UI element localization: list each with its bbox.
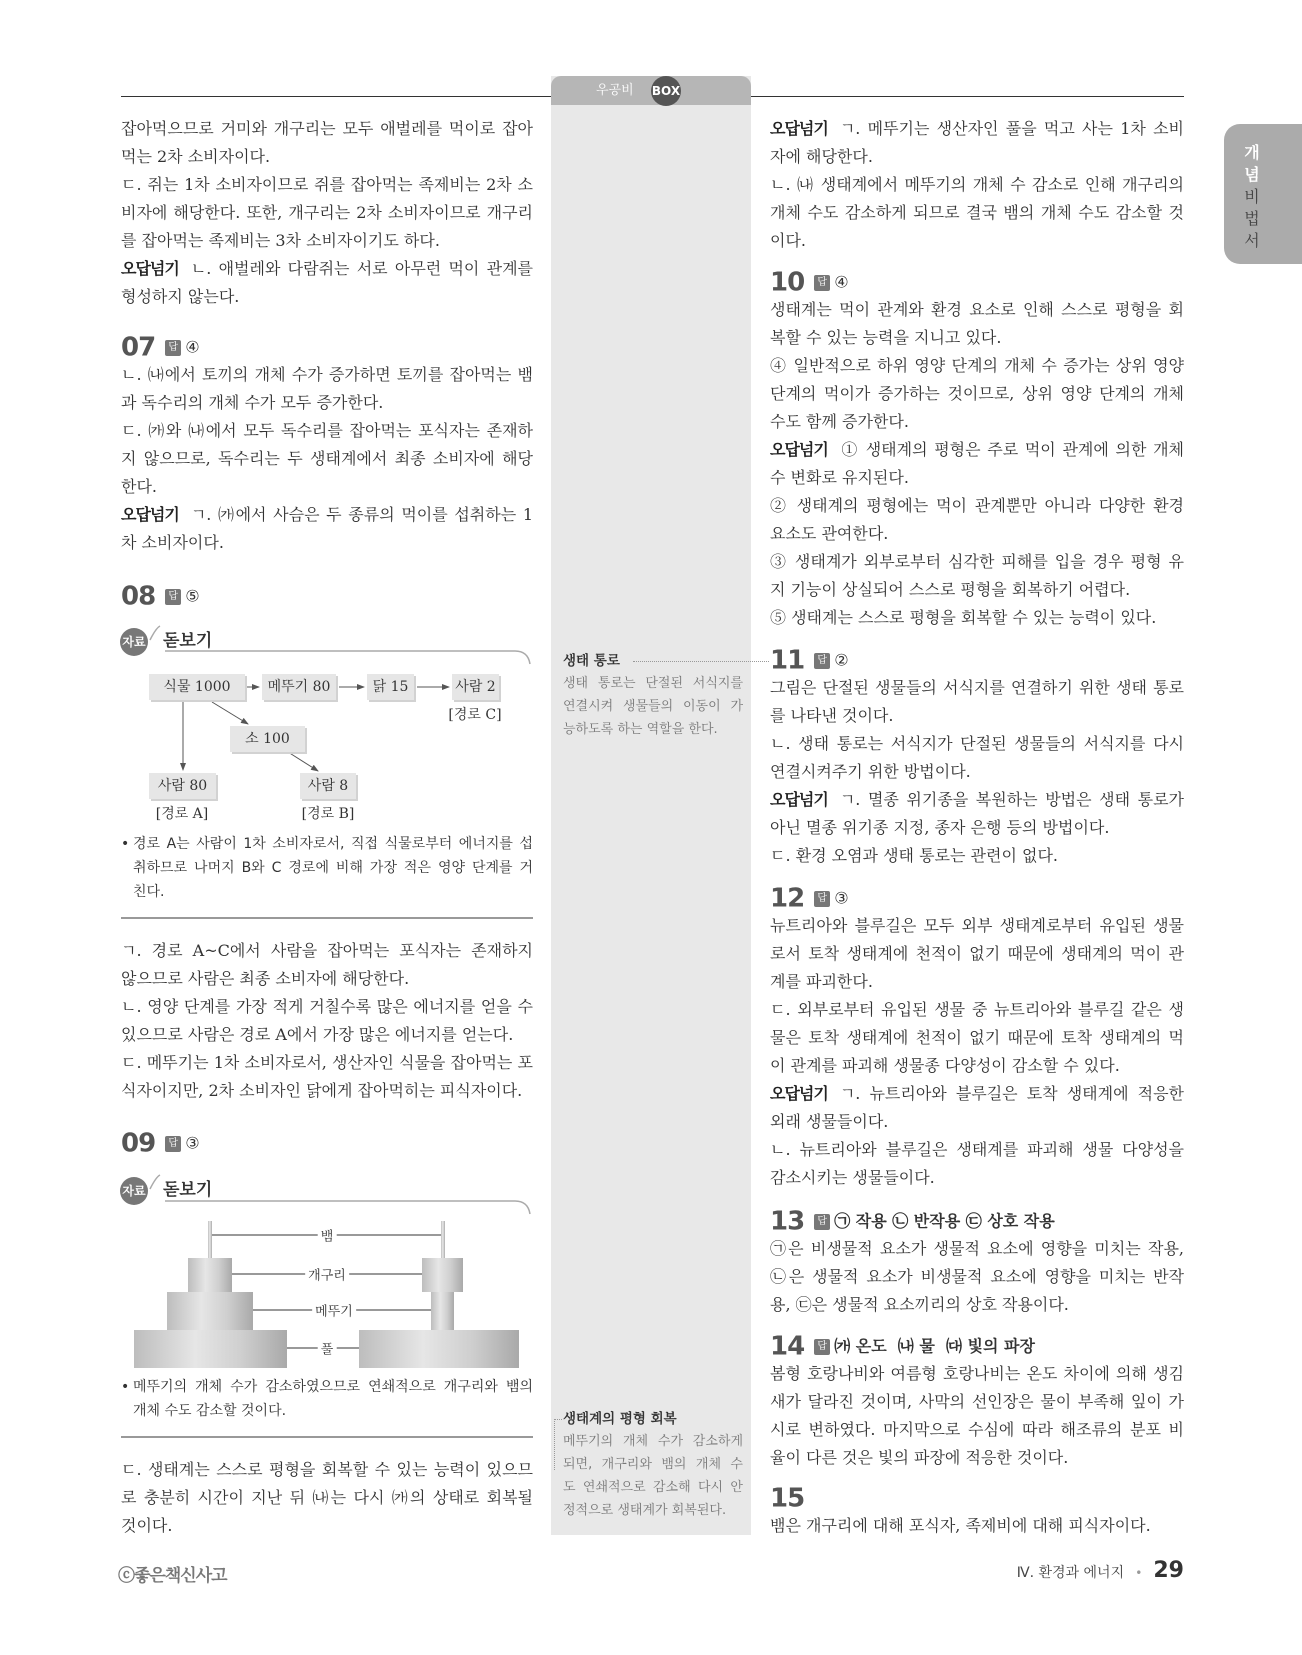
wrong-answer-label: 오답넘기 (770, 119, 828, 138)
line-text: 이다. (770, 231, 806, 250)
question-heading (770, 268, 1184, 296)
text-line (770, 380, 1184, 408)
line-text: 시로 변하였다. 마지막으로 수심에 따라 해조류의 분포 비 (770, 1420, 1184, 1439)
question-09 (121, 1129, 533, 1157)
question-heading (770, 1484, 1184, 1512)
text-line (770, 1291, 1184, 1319)
question-15 (770, 1484, 1184, 1540)
text-line (770, 408, 1184, 436)
text-line (770, 758, 1184, 786)
answer-icon: 답 (814, 1339, 830, 1355)
explanation (770, 1512, 1184, 1540)
pyramid-b-grass (359, 1330, 519, 1368)
text-line (770, 1136, 1184, 1164)
text-line (770, 1080, 1184, 1108)
side-tab-char: 서 (1244, 231, 1260, 250)
question-heading (770, 884, 1184, 912)
wrong-answer-label: 오답넘기 (770, 440, 828, 459)
answer-value: ② (834, 650, 849, 670)
explanation (770, 674, 1184, 870)
line-text: ㄴ. 생태 통로는 서식지가 단절된 생물들의 서식지를 다시 (770, 734, 1184, 753)
side-tab-char: 개 (1244, 143, 1260, 162)
line-text: ① 생태계의 평형은 주로 먹이 관계에 의한 개체 (839, 440, 1184, 459)
explanation (770, 1235, 1184, 1319)
text-line (770, 143, 1184, 171)
publisher-logo: ⓒ좋은책신사고 (118, 1566, 227, 1586)
answer-value: ㉠ 작용 ㉡ 반작용 ㉢ 상호 작용 (834, 1211, 1055, 1231)
line-text: 봄형 호랑나비와 여름형 호랑나비는 온도 차이에 의해 생김 (770, 1364, 1184, 1383)
note-title: 생태계의 평형 회복 (563, 1411, 677, 1427)
line-text: ㄷ. 생태계는 스스로 평형을 회복할 수 있는 능력이 있으므 (121, 1460, 533, 1479)
question-08-explanation (121, 937, 533, 1105)
line-text: 복할 수 있는 능력을 지니고 있다. (770, 328, 1002, 347)
answer-value: ④ (185, 337, 200, 357)
side-tab-char: 비 (1244, 187, 1260, 206)
text-line (770, 730, 1184, 758)
footer-separator: • (1135, 1566, 1143, 1580)
question-number: 13 (770, 1206, 805, 1237)
wrong-answer-label: 오답넘기 (121, 505, 179, 524)
line-text: 로 충분히 시간이 지난 뒤 ㈏는 다시 ㈎의 상태로 회복될 (121, 1488, 533, 1507)
line-text: 요소도 관여한다. (770, 524, 889, 543)
text-line (121, 937, 533, 965)
sidebar-box-badge: BOX (651, 76, 681, 106)
pyramid-a-snake (208, 1221, 212, 1258)
level-grasshopper: 메뚜기 (312, 1301, 356, 1320)
explanation (770, 912, 1184, 1192)
text-line (121, 1021, 533, 1049)
line-text: 지 않으므로, 독수리는 두 생태계에서 최종 소비자에 해당 (121, 449, 533, 468)
line-text: ㄷ. 환경 오염과 생태 통로는 관련이 없다. (770, 846, 1058, 865)
line-text: ㄷ. ㈎와 ㈏에서 모두 독수리를 잡아먹는 포식자는 존재하 (121, 421, 533, 440)
text-line (770, 1164, 1184, 1192)
line-text: ㉡은 생물적 요소가 비생물적 요소에 영향을 미치는 반작 (770, 1267, 1184, 1286)
node-human-c: 사람 2 (452, 674, 499, 700)
question-number: 15 (770, 1483, 805, 1514)
answer-value: ⑤ (185, 586, 200, 606)
page-number: 29 (1153, 1558, 1184, 1583)
line-text: ㄴ. 영양 단계를 가장 적게 거칠수록 많은 에너지를 얻을 수 (121, 997, 533, 1016)
right-intro (770, 115, 1184, 255)
explanation (770, 1360, 1184, 1472)
chapter-title: Ⅳ. 환경과 에너지 (1016, 1565, 1125, 1581)
line-text: 뉴트리아와 블루길은 모두 외부 생태계로부터 유입된 생물 (770, 916, 1184, 935)
line-text: 이 관계를 파괴해 생물종 다양성이 감소할 수 있다. (770, 1056, 1120, 1075)
side-tab-concept-book[interactable] (1224, 124, 1302, 264)
line-text: 로서 토착 생태계에 천적이 없기 때문에 생태계의 먹이 관 (770, 944, 1184, 963)
note-line: 도 연쇄적으로 감소해 다시 안 (563, 1480, 743, 1495)
line-text: 비자에 해당한다. 또한, 개구리는 2차 소비자이므로 개구리 (121, 203, 533, 222)
line-text: 감소시키는 생물들이다. (770, 1168, 935, 1187)
line-text: ④ 일반적으로 하위 영양 단계의 개체 수 증가는 상위 영양 (770, 356, 1184, 375)
pyramid-a-frog (188, 1258, 232, 1292)
path-label-a: [경로 A] (155, 806, 209, 822)
answer-icon: 답 (814, 653, 830, 669)
text-line (770, 436, 1184, 464)
line-text: 생태계는 먹이 관계와 환경 요소로 인해 스스로 평형을 회 (770, 300, 1184, 319)
level-grass: 풀 (318, 1339, 337, 1358)
bullet-line: 취하므로 나머지 B와 C 경로에 비해 가장 적은 영양 단계를 거 (133, 860, 533, 876)
line-text: ㄱ. ㈎에서 사슴은 두 종류의 먹이를 섭취하는 1 (190, 505, 533, 524)
question-number: 09 (121, 1128, 156, 1159)
text-line (770, 912, 1184, 940)
wrong-answer-label: 오답넘기 (770, 790, 828, 809)
bullet-line: 개체 수도 감소할 것이다. (133, 1403, 287, 1419)
material-title: 돋보기 (163, 1180, 213, 1200)
line-text: 것이다. (121, 1516, 173, 1535)
pyramid-b-frog (422, 1258, 463, 1292)
answer-icon: 답 (165, 340, 181, 356)
question-10 (770, 268, 1184, 632)
wrong-answer-label: 오답넘기 (770, 1084, 828, 1103)
text-line (770, 115, 1184, 143)
text-line (770, 1024, 1184, 1052)
text-line (770, 940, 1184, 968)
section-rule (121, 917, 533, 919)
node-cow: 소 100 (230, 726, 305, 752)
answer-icon: 답 (814, 275, 830, 291)
note-line: 메뚜기의 개체 수가 감소하게 (563, 1434, 743, 1449)
answer-icon: 답 (165, 1136, 181, 1152)
line-text: 아닌 멸종 위기종 지정, 종자 은행 등의 방법이다. (770, 818, 1110, 837)
level-snake: 뱀 (318, 1226, 337, 1245)
explanation (770, 296, 1184, 632)
node-human-b: 사람 8 (300, 773, 356, 799)
material-badge: 자료 (120, 628, 148, 656)
text-line (770, 1052, 1184, 1080)
question-number: 14 (770, 1331, 805, 1362)
line-text: ㉠은 비생물적 요소가 생물적 요소에 영향을 미치는 작용, (770, 1239, 1184, 1258)
text-line (770, 1263, 1184, 1291)
material-badge: 자료 (120, 1177, 148, 1205)
text-line (770, 1416, 1184, 1444)
side-tab-char: 법 (1244, 209, 1260, 228)
question-12 (770, 884, 1184, 1192)
line-text: ② 생태계의 평형에는 먹이 관계뿐만 아니라 다양한 환경 (770, 496, 1184, 515)
line-text: 한다. (121, 477, 157, 496)
material-title: 돋보기 (163, 631, 213, 651)
answer-icon: 답 (814, 891, 830, 907)
text-line (770, 324, 1184, 352)
line-text: 있으므로 사람은 경로 A에서 가장 많은 에너지를 얻는다. (121, 1025, 514, 1044)
line-text: 자에 해당한다. (770, 147, 873, 166)
text-line (770, 464, 1184, 492)
question-number: 08 (121, 581, 156, 612)
text-line (770, 814, 1184, 842)
text-line (770, 674, 1184, 702)
page-footer (1017, 1558, 1184, 1583)
question-13 (770, 1207, 1184, 1319)
question-number: 10 (770, 267, 805, 298)
text-line (770, 171, 1184, 199)
text-line (121, 1456, 533, 1484)
text-line (770, 702, 1184, 730)
line-text: ③ 생태계가 외부로부터 심각한 피해를 입을 경우 평형 유 (770, 552, 1184, 571)
text-line (770, 968, 1184, 996)
question-number: 12 (770, 883, 805, 914)
text-line (770, 520, 1184, 548)
answer-icon: 답 (814, 1214, 830, 1230)
answer-value: ㈎ 온도 ㈏ 물 ㈐ 빛의 파장 (834, 1336, 1035, 1356)
question-heading (770, 1332, 1184, 1360)
text-line (770, 1512, 1184, 1540)
arrow-plant-cow (212, 702, 248, 724)
line-text: 차 소비자이다. (121, 533, 224, 552)
node-plant: 식물 1000 (149, 674, 245, 700)
diagram-08-note (121, 832, 533, 904)
line-text: 형성하지 않는다. (121, 287, 240, 306)
note-line: 연결시켜 생물들의 이동이 가 (563, 699, 743, 714)
line-text: ㄴ. ㈏에서 토끼의 개체 수가 증가하면 토끼를 잡아먹는 뱀 (121, 365, 533, 384)
level-frog: 개구리 (305, 1265, 349, 1284)
text-line (770, 996, 1184, 1024)
pyramid-b-snake (441, 1221, 445, 1258)
line-text: 수 변화로 유지된다. (770, 468, 909, 487)
line-text: ⑤ 생태계는 스스로 평형을 회복할 수 있는 능력이 있다. (770, 608, 1157, 627)
pyramid-a-grasshopper (167, 1292, 253, 1330)
text-line (770, 604, 1184, 632)
line-text: ㄷ. 외부로부터 유입된 생물 중 뉴트리아와 블루길 같은 생 (770, 1000, 1184, 1019)
note-line: 생태 통로는 단절된 서식지를 (563, 676, 743, 691)
text-line (121, 1077, 533, 1105)
text-line (770, 352, 1184, 380)
answer-value: ③ (185, 1133, 200, 1153)
question-heading (121, 1129, 533, 1157)
bullet-line: • 메뚜기의 개체 수가 감소하였으므로 연쇄적으로 개구리와 뱀의 (121, 1375, 533, 1399)
line-text: ㄱ. 경로 A~C에서 사람을 잡아먹는 포식자는 존재하지 (121, 941, 533, 960)
line-text: ㄱ. 뉴트리아와 블루길은 토착 생태계에 적응한 (839, 1084, 1184, 1103)
line-text: 먹는 2차 소비자이다. (121, 147, 271, 166)
line-text: 율이 다른 것은 빛의 파장에 적응한 것이다. (770, 1448, 1069, 1467)
line-text: ㄴ. ㈏ 생태계에서 메뚜기의 개체 수 감소로 인해 개구리의 (770, 175, 1184, 194)
text-line (770, 199, 1184, 227)
note-line: 능하도록 하는 역할을 한다. (563, 722, 718, 737)
text-line (770, 786, 1184, 814)
note-line: 정적으로 생태계가 회복된다. (563, 1503, 727, 1518)
pyramid-b-grasshopper (431, 1292, 454, 1330)
text-line (770, 576, 1184, 604)
question-number: 11 (770, 645, 805, 676)
text-line (121, 1512, 533, 1540)
note-line: 되면, 개구리와 뱀의 개체 수 (563, 1457, 743, 1472)
path-label-b: [경로 B] (301, 806, 355, 822)
text-line (770, 296, 1184, 324)
text-line (770, 1360, 1184, 1388)
section-rule (121, 1436, 533, 1438)
bullet-line: • 경로 A는 사람이 1차 소비자로서, 직접 식물로부터 에너지를 섭 (121, 832, 533, 856)
line-text: 단계의 먹이가 증가하는 것이므로, 상위 영양 단계의 개체 (770, 384, 1184, 403)
line-text: 개체 수도 감소하게 되므로 결국 뱀의 개체 수도 감소할 것 (770, 203, 1184, 222)
line-text: 않으므로 사람은 최종 소비자에 해당한다. (121, 969, 410, 988)
line-text: 를 잡아먹는 족제비는 3차 소비자이기도 하다. (121, 231, 440, 250)
line-text: ㄷ. 쥐는 1차 소비자이므로 쥐를 잡아먹는 족제비는 2차 소 (121, 175, 533, 194)
answer-icon: 답 (165, 589, 181, 605)
question-heading (770, 646, 1184, 674)
text-line (770, 1108, 1184, 1136)
pyramid-a-grass (134, 1330, 287, 1368)
diagram-09-note (121, 1375, 533, 1423)
line-text: ㄴ. 뉴트리아와 블루길은 생태계를 파괴해 생물 다양성을 (770, 1140, 1184, 1159)
question-09-explanation (121, 1456, 533, 1540)
line-text: 를 나타낸 것이다. (770, 706, 894, 725)
line-text: 식자이지만, 2차 소비자인 닭에게 잡아먹히는 피식자이다. (121, 1081, 523, 1100)
sidebar-box-title: 우공비 (596, 83, 634, 98)
material-frame-line (150, 626, 530, 664)
line-text: ㄱ. 멸종 위기종을 복원하는 방법은 생태 통로가 (839, 790, 1184, 809)
node-human-a: 사람 80 (149, 773, 216, 799)
question-14 (770, 1332, 1184, 1472)
text-line (121, 1049, 533, 1077)
text-line (770, 1444, 1184, 1472)
note-title: 생태 통로 (563, 653, 620, 669)
text-line (770, 842, 1184, 870)
text-line (770, 1235, 1184, 1263)
text-line (770, 1388, 1184, 1416)
line-text: ㄴ. 애벌레와 다람쥐는 서로 아무런 먹이 관계를 (190, 259, 533, 278)
line-text: 잡아먹으므로 거미와 개구리는 모두 애벌레를 먹이로 잡아 (121, 119, 533, 138)
line-text: 용, ㉢은 생물적 요소끼리의 상호 작용이다. (770, 1295, 1069, 1314)
question-heading (770, 1207, 1184, 1235)
bullet-line: 친다. (133, 884, 165, 900)
text-line (770, 227, 1184, 255)
line-text: 물은 토착 생태계에 천적이 없기 때문에 토착 생태계의 먹 (770, 1028, 1184, 1047)
text-line (770, 492, 1184, 520)
line-text: 그림은 단절된 생물들의 서식지를 연결하기 위한 생태 통로 (770, 678, 1184, 697)
question-11 (770, 646, 1184, 870)
node-grasshopper: 메뚜기 80 (262, 674, 336, 700)
line-text: 연결시켜주기 위한 방법이다. (770, 762, 971, 781)
line-text: 외래 생물들이다. (770, 1112, 889, 1131)
wrong-answer-label: 오답넘기 (121, 259, 179, 278)
arrow-cow-human (288, 752, 318, 771)
node-chicken: 닭 15 (367, 674, 414, 700)
text-line (121, 993, 533, 1021)
line-text: 새가 달라진 것이며, 사막의 선인장은 물이 부족해 잎이 가 (770, 1392, 1184, 1411)
line-text: 과 독수리의 개체 수가 모두 증가한다. (121, 393, 384, 412)
line-text: 수도 함께 증가한다. (770, 412, 909, 431)
line-text: 뱀은 개구리에 대해 포식자, 족제비에 대해 피식자이다. (770, 1516, 1151, 1535)
line-text: 지 기능이 상실되어 스스로 평형을 회복하기 어렵다. (770, 580, 1131, 599)
answer-value: ③ (834, 888, 849, 908)
text-line (121, 965, 533, 993)
answer-value: ④ (834, 272, 849, 292)
text-line (121, 1484, 533, 1512)
side-tab-char: 념 (1244, 165, 1260, 184)
line-text: ㄷ. 메뚜기는 1차 소비자로서, 생산자인 식물을 잡아먹는 포 (121, 1053, 533, 1072)
path-label-c: [경로 C] (448, 707, 502, 723)
question-number: 07 (121, 332, 156, 363)
line-text: 계를 파괴한다. (770, 972, 873, 991)
text-line (770, 548, 1184, 576)
line-text: ㄱ. 메뚜기는 생산자인 풀을 먹고 사는 1차 소비 (839, 119, 1184, 138)
